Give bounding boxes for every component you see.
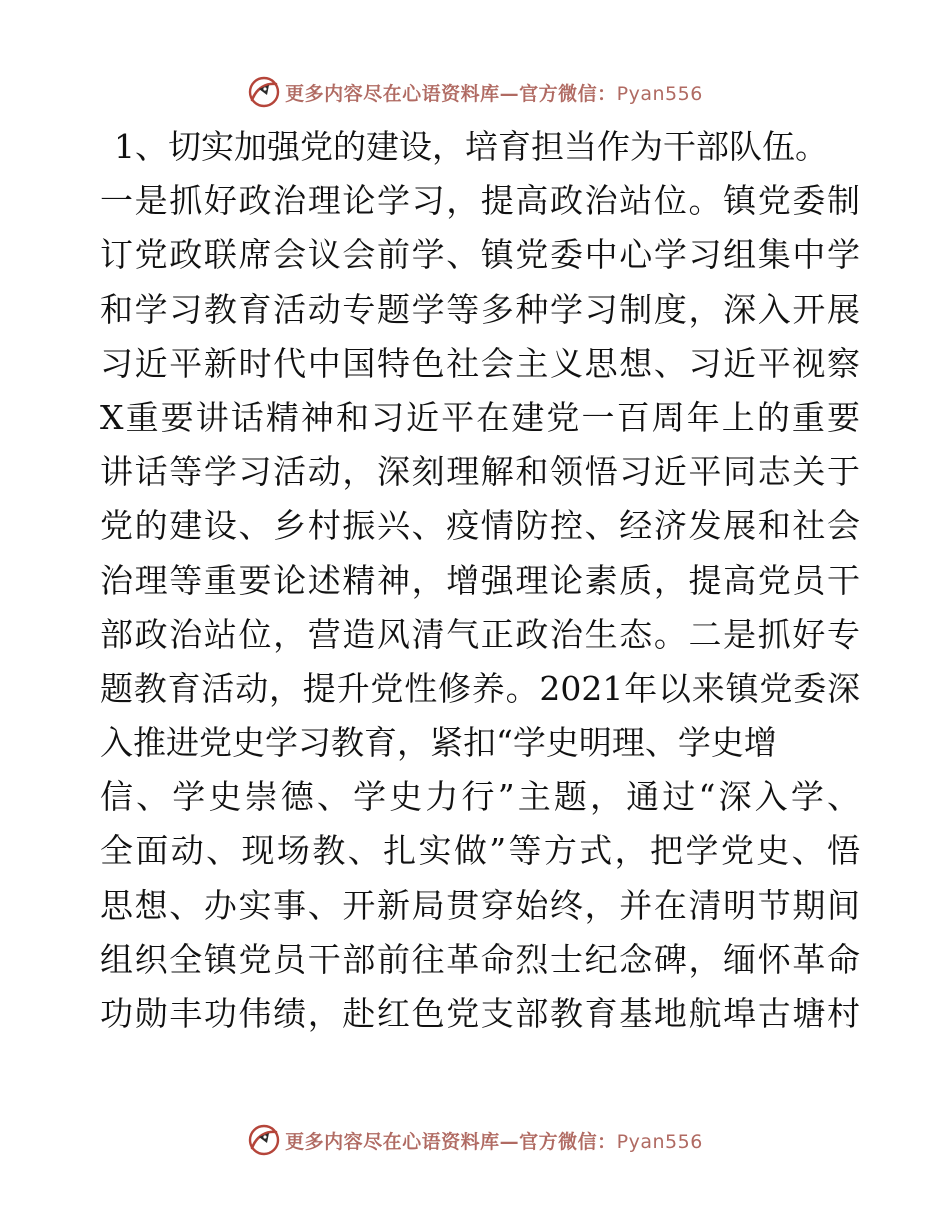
header-watermark [0, 72, 950, 112]
paragraph-line: 入推进党史学习教育，紧扣“学史明理、学史增 [100, 723, 777, 763]
paragraph-line: 思想、办实事、开新局贯穿始终，并在清明节期间 [100, 885, 860, 925]
paragraph-line: 习近平新时代中国特色社会主义思想、习近平视察 [100, 343, 860, 383]
paragraph-line: X重要讲话精神和习近平在建党一百周年上的重要 [100, 397, 860, 437]
paragraph-line: 党的建设、乡村振兴、疫情防控、经济发展和社会 [100, 506, 860, 546]
watermark-text: 更多内容尽在心语资料库—官方微信：Pyan556 [285, 82, 703, 105]
paragraph-line: 全面动、现场教、扎实做”等方式，把学党史、悟 [100, 831, 860, 871]
watermark-text: 更多内容尽在心语资料库—官方微信：Pyan556 [285, 1130, 703, 1153]
paragraph-line: 订党政联席会议会前学、镇党委中心学习组集中学 [100, 235, 860, 275]
paragraph-line: 和学习教育活动专题学等多种学习制度，深入开展 [100, 289, 860, 329]
document-body [100, 120, 860, 1041]
paragraph-line: 1、切实加强党的建设，培育担当作为干部队伍。 [114, 127, 828, 166]
paragraph-line: 组织全镇党员干部前往革命烈士纪念碑，缅怀革命 [100, 939, 860, 979]
footer-watermark [0, 1120, 950, 1160]
pen-nib-circle-icon [247, 75, 281, 109]
paragraph-line: 治理等重要论述精神，增强理论素质，提高党员干 [100, 560, 860, 600]
paragraph-line: 讲话等学习活动，深刻理解和领悟习近平同志关于 [100, 452, 860, 492]
paragraph-line: 功勋丰功伟绩，赴红色党支部教育基地航埠古塘村 [100, 994, 860, 1033]
paragraph-line: 一是抓好政治理论学习，提高政治站位。镇党委制 [100, 181, 860, 221]
pen-nib-circle-icon [247, 1123, 281, 1157]
paragraph-line: 信、学史崇德、学史力行”主题，通过“深入学、 [100, 777, 860, 817]
paragraph-line: 题教育活动，提升党性修养。2021年以来镇党委深 [100, 668, 860, 708]
paragraph-line: 部政治站位，营造风清气正政治生态。二是抓好专 [100, 614, 860, 654]
